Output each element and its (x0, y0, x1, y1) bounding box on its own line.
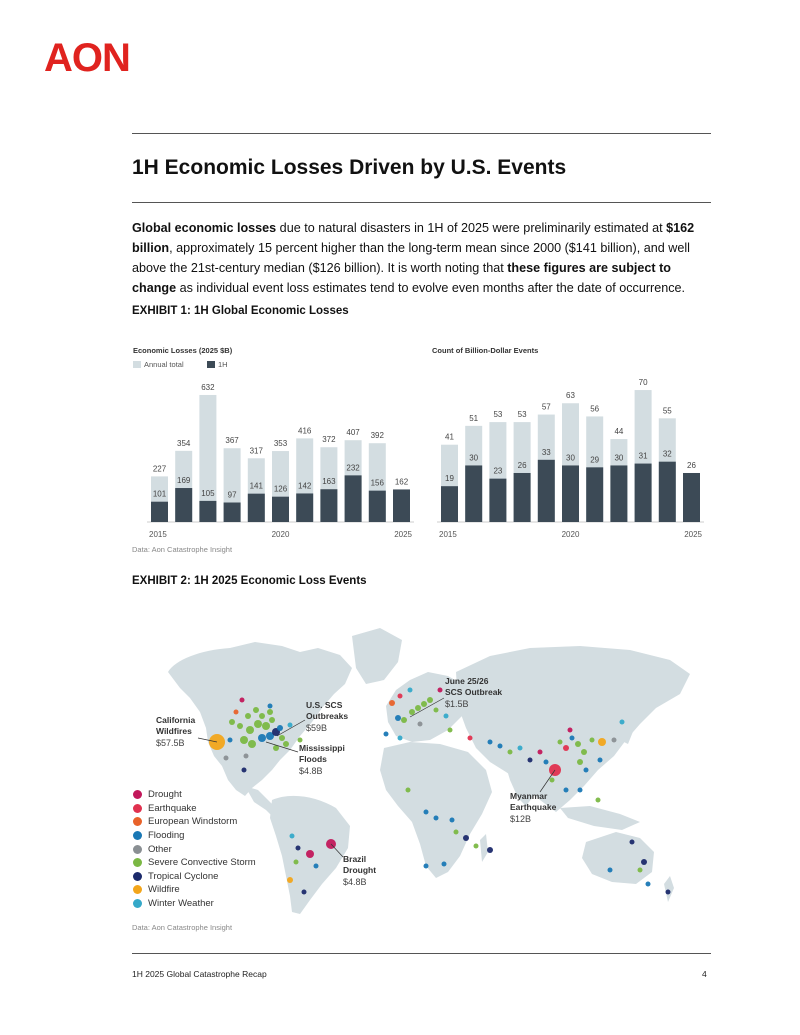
event-dot (577, 759, 583, 765)
event-dot (666, 890, 671, 895)
event-dot (563, 745, 569, 751)
event-dot (608, 868, 613, 873)
chart-2-title: Count of Billion-Dollar Events (432, 346, 539, 355)
event-dot (224, 756, 229, 761)
exhibit-2-title: EXHIBIT 2: 1H 2025 Economic Loss Events (132, 575, 367, 587)
callout-california-name: California (156, 715, 196, 725)
event-dot (444, 714, 449, 719)
chart-1-x-tick: 2015 (149, 530, 167, 539)
event-dot (398, 736, 403, 741)
event-dot (296, 846, 301, 851)
legend-dot (133, 845, 142, 854)
event-dot (598, 758, 603, 763)
event-dot (427, 697, 433, 703)
event-dot (314, 864, 319, 869)
event-dot (269, 717, 275, 723)
event-dot (434, 708, 439, 713)
event-dot (406, 788, 411, 793)
australia-land (582, 832, 654, 884)
chart-2-annual-label: 41 (445, 432, 454, 442)
event-dot (528, 758, 533, 763)
chart-2-1h-label: 23 (493, 466, 503, 476)
chart-2-1h-label: 19 (445, 474, 454, 484)
event-dot (228, 738, 233, 743)
event-dot (474, 844, 479, 849)
event-dot (538, 750, 543, 755)
chart-2-1h-label: 30 (469, 453, 479, 463)
intro-text-6: as individual event loss estimates tend to evolve even months after the date of occurrence. (176, 281, 686, 295)
event-dot (302, 890, 307, 895)
event-dot (384, 732, 389, 737)
legend-dot (133, 858, 142, 867)
event-dot (581, 749, 587, 755)
footer-title: 1H 2025 Global Catastrophe Recap (132, 969, 267, 979)
chart-1-annual-label: 354 (177, 438, 191, 448)
chart-1-annual-label: 392 (370, 431, 384, 441)
event-dot (408, 688, 413, 693)
event-dot (544, 760, 549, 765)
chart-1-1h-label: 169 (177, 476, 191, 486)
event-dot (268, 704, 273, 709)
legend-label: Tropical Cyclone (148, 870, 219, 882)
event-dot (448, 728, 453, 733)
event-dot (424, 810, 429, 815)
chart-1-annual-label: 227 (152, 464, 167, 474)
chart-1-annual-label: 372 (322, 435, 336, 445)
legend-item (133, 842, 256, 856)
chart-1-annual-label: 632 (201, 382, 215, 392)
chart-2-x-tick: 2020 (561, 530, 580, 539)
chart-1-1h-label: 101 (152, 489, 167, 499)
legend-dot (133, 804, 142, 813)
event-dot (568, 728, 573, 733)
event-dot (418, 722, 423, 727)
chart-1-1h-label: 156 (370, 478, 384, 488)
event-dot (438, 688, 443, 693)
legend-label: European Windstorm (148, 816, 238, 828)
event-dot (298, 738, 303, 743)
chart-1-1h-label: 142 (298, 481, 312, 491)
callout-mississippi-name: Floods (299, 754, 327, 764)
event-dot (564, 788, 569, 793)
event-dot (389, 700, 395, 706)
event-dot (424, 864, 429, 869)
intro-bold-3: $162 billion (132, 221, 695, 255)
event-dot (487, 847, 493, 853)
event-dot (306, 850, 314, 858)
intro-text-2: due to natural disasters in 1H of 2025 were preliminarily estimated at (276, 221, 667, 235)
event-dot (638, 868, 643, 873)
chart-2-annual-label: 55 (662, 406, 672, 416)
africa-land (380, 742, 492, 878)
chart-1-1h-label: 163 (322, 477, 336, 487)
event-dot (279, 735, 285, 741)
event-dot (240, 698, 245, 703)
callout-mississippi-value: $4.8B (299, 766, 323, 776)
event-dot (242, 768, 247, 773)
legend-dot (133, 885, 142, 894)
legend-dot (133, 790, 142, 799)
legend-label: Other (148, 843, 172, 855)
chart-2-annual-label: 53 (493, 410, 503, 420)
callout-scs-name: U.S. SCS (306, 700, 343, 710)
event-dot (267, 709, 273, 715)
event-dot (395, 715, 401, 721)
map-legend (133, 788, 256, 910)
event-dot (630, 840, 635, 845)
event-dot (575, 741, 581, 747)
event-dot (240, 736, 248, 744)
intro-bold-1: Global economic losses (132, 221, 277, 235)
chart-1-annual-label: 367 (225, 436, 239, 446)
legend-item (133, 829, 256, 843)
event-dot (508, 750, 513, 755)
chart-1-x-tick: 2020 (271, 530, 290, 539)
legend-item (133, 802, 256, 816)
chart-1-x-tick: 2025 (394, 530, 412, 539)
page-title: 1H Economic Losses Driven by U.S. Events (132, 156, 567, 179)
event-dot (229, 719, 235, 725)
event-dot (442, 862, 447, 867)
footer-rule (132, 953, 711, 954)
event-dot (262, 722, 270, 730)
event-dot (584, 768, 589, 773)
event-dot (294, 860, 299, 865)
chart-1-1h-label: 97 (227, 490, 237, 500)
event-dot (498, 744, 503, 749)
chart-2-1h-label: 26 (687, 460, 696, 470)
aon-logo: AON (44, 36, 130, 80)
legend-item (133, 897, 256, 911)
chart-1-annual-label: 416 (298, 426, 312, 436)
chart-2-1h-label: 33 (541, 447, 551, 457)
legend-item (133, 870, 256, 884)
legend-item (133, 815, 256, 829)
legend-label: Winter Weather (148, 898, 214, 910)
chart-1-1h-label: 126 (273, 484, 288, 494)
callout-scs-value: $59B (306, 723, 328, 733)
callout-mississippi-name: Mississippi (299, 743, 345, 753)
chart-1-annual-label: 317 (249, 446, 263, 456)
event-dot (398, 694, 403, 699)
chart-2-annual-label: 57 (541, 402, 551, 412)
chart-2-annual-label: 63 (566, 391, 575, 401)
event-dot (518, 746, 523, 751)
asia-land (456, 646, 690, 812)
chart-1-annual-label: 407 (346, 428, 360, 438)
event-dot (578, 788, 583, 793)
chart-2-1h-label: 30 (614, 453, 624, 463)
event-dot (641, 859, 647, 865)
new-zealand-land (664, 876, 674, 902)
event-dot (288, 723, 293, 728)
chart-1-1h-label: 105 (201, 488, 215, 498)
page-number: 4 (702, 969, 707, 979)
event-dot (254, 720, 262, 728)
chart-1-title: Economic Losses (2025 $B) (133, 346, 233, 355)
event-dot (253, 707, 259, 713)
event-dot (620, 720, 625, 725)
callout-june-name: June 25/26 (445, 676, 489, 686)
legend-1h-label: 1H (218, 360, 228, 369)
event-dot (434, 816, 439, 821)
event-dot (234, 710, 239, 715)
chart-1-1h-label: 232 (346, 463, 360, 473)
callout-myanmar-value: $12B (510, 814, 532, 824)
callout-myanmar-name: Earthquake (510, 802, 557, 812)
event-dot (468, 736, 473, 741)
event-dot (258, 734, 266, 742)
source-note-2: Data: Aon Catastrophe Insight (132, 923, 233, 932)
event-dot (570, 736, 575, 741)
event-dot (590, 738, 595, 743)
chart-1-1h-label: 141 (249, 481, 263, 491)
event-dot (401, 717, 407, 723)
event-dot (237, 723, 243, 729)
exhibit-1-title: EXHIBIT 1: 1H Global Economic Losses (132, 305, 349, 317)
legend-dot (133, 831, 142, 840)
chart-1-1h-label: 162 (394, 477, 409, 487)
event-dot (550, 778, 555, 783)
indonesia-land (560, 806, 640, 830)
chart-2-1h-label: 26 (517, 460, 527, 470)
event-dot (259, 713, 265, 719)
event-dot (450, 818, 455, 823)
chart-2-annual-label: 51 (469, 413, 479, 423)
legend-label: Flooding (148, 830, 185, 842)
event-dot (246, 726, 254, 734)
event-dot (421, 701, 427, 707)
callout-june-value: $1.5B (445, 699, 469, 709)
callout-california-name: Wildfires (156, 726, 192, 736)
event-dot (415, 705, 421, 711)
legend-label: Wildfire (148, 884, 180, 896)
chart-1-annual-label: 353 (273, 439, 288, 449)
chart-2-annual-label: 56 (590, 404, 600, 414)
chart-2-x-tick: 2015 (439, 530, 457, 539)
chart-2-1h-label: 32 (662, 449, 672, 459)
chart-2-x-tick: 2025 (684, 530, 702, 539)
callout-brazil-name: Drought (343, 865, 377, 875)
legend-item (133, 856, 256, 870)
event-dot (245, 713, 251, 719)
source-note-1: Data: Aon Catastrophe Insight (132, 545, 233, 554)
legend-label: Drought (148, 789, 182, 801)
event-dot (244, 754, 249, 759)
callout-june-name: SCS Outbreak (445, 687, 503, 697)
event-dot (598, 738, 606, 746)
event-dot (283, 741, 289, 747)
event-dot (454, 830, 459, 835)
event-dot (596, 798, 601, 803)
event-dot (290, 834, 295, 839)
event-dot (488, 740, 493, 745)
madagascar-land (480, 834, 488, 862)
event-dot (248, 740, 256, 748)
event-dot (287, 877, 293, 883)
legend-label: Earthquake (148, 802, 197, 814)
legend-dot (133, 899, 142, 908)
event-dot (463, 835, 469, 841)
callout-brazil-value: $4.8B (343, 877, 367, 887)
chart-2-1h-label: 29 (590, 455, 600, 465)
chart-2-1h-label: 31 (638, 451, 648, 461)
event-dot (409, 709, 415, 715)
callout-california-value: $57.5B (156, 738, 185, 748)
legend-dot (133, 817, 142, 826)
callout-myanmar-name: Myanmar (510, 791, 548, 801)
legend-dot (133, 872, 142, 881)
chart-2-1h-label: 30 (566, 453, 575, 463)
callout-brazil-name: Brazil (343, 854, 367, 864)
intro-text-4: , approximately 15 percent higher than the long-term mean since 2000 ($141 billion), and well above the 21st-century median ($126 billion). It is worth noting that (132, 241, 690, 275)
event-dot (646, 882, 651, 887)
chart-2-annual-label: 53 (517, 410, 527, 420)
legend-item (133, 883, 256, 897)
greenland-land (352, 628, 402, 684)
legend-label: Severe Convective Storm (148, 857, 256, 869)
legend-item (133, 788, 256, 802)
chart-2-annual-label: 70 (638, 378, 648, 388)
event-dot (558, 740, 563, 745)
event-dot (612, 738, 617, 743)
event-dot (277, 725, 283, 731)
chart-2-annual-label: 44 (614, 427, 624, 437)
legend-annual-label: Annual total (144, 360, 184, 369)
intro-bold-5: these figures are subject to change (132, 261, 672, 295)
callout-scs-name: Outbreaks (306, 711, 349, 721)
